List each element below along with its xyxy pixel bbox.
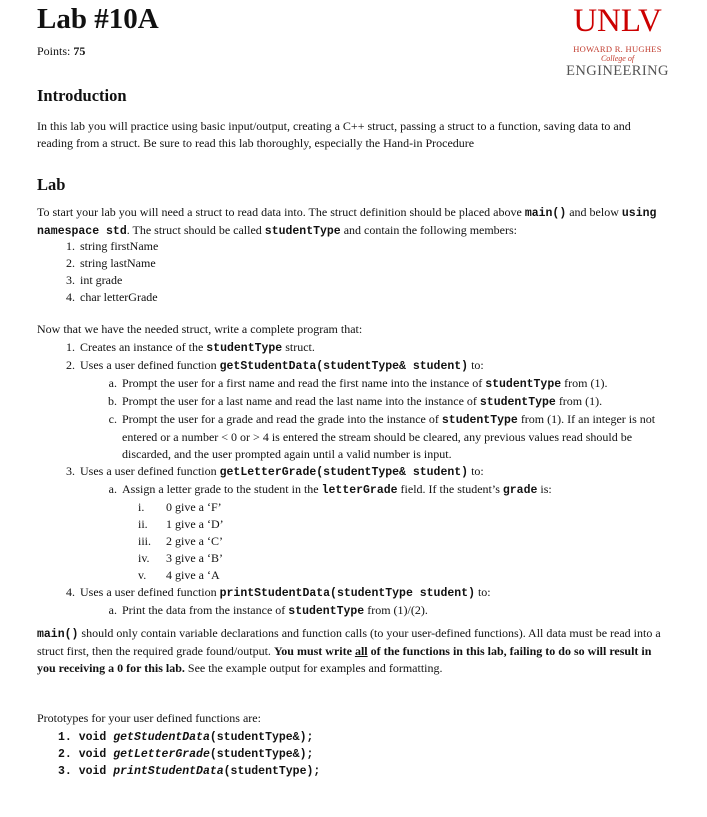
member-text: string lastName (80, 256, 156, 270)
text: Prompt the user for a grade and read the grade into the instance of (122, 412, 442, 426)
list-item (138, 499, 670, 516)
text: Prompt the user for a first name and read the first name into the instance of (122, 376, 486, 390)
list-number: i. (138, 500, 145, 514)
text: from (1). (555, 394, 603, 408)
text: and below (566, 205, 622, 219)
step-1 (66, 339, 670, 357)
list-number: 4. (66, 585, 75, 599)
text: from (1). (561, 376, 608, 390)
list-item (66, 272, 158, 289)
list-number: a. (108, 603, 117, 617)
function-name: printStudentData (113, 765, 224, 778)
list-number: 1. (66, 340, 75, 354)
text: . The struct should be called (126, 223, 265, 237)
list-item (66, 255, 158, 272)
code: printStudentData(studentType student) (219, 587, 475, 600)
step-4-subitems (80, 602, 670, 620)
list-item (108, 393, 670, 411)
text: from (1)/(2). (364, 603, 428, 617)
code: studentType (288, 605, 365, 618)
list-item (66, 289, 158, 306)
list-number: 3. (58, 765, 72, 778)
points-label: Points: (37, 44, 71, 58)
text: is: (537, 482, 552, 496)
prototypes-list (58, 729, 320, 780)
member-text: int grade (80, 273, 123, 287)
text: to: (468, 464, 484, 478)
program-intro: Now that we have the needed struct, write a complete program that: (37, 322, 363, 336)
code-main: main() (37, 628, 79, 641)
keyword: void (78, 748, 114, 761)
text: To start your lab you will need a struct to read data into. The struct definition should be placed above (37, 205, 525, 219)
code: letterGrade (321, 484, 398, 497)
logo-unlv: UNLV (573, 3, 662, 39)
step-3-subitems (80, 481, 670, 584)
list-item (138, 516, 670, 533)
function-args: (studentType&); (209, 731, 314, 744)
logo-school: HOWARD R. HUGHES (573, 44, 662, 54)
text: Uses a user defined function (80, 358, 220, 372)
prototype-item (58, 729, 320, 746)
list-number: 2. (66, 358, 75, 372)
step-2-subitems (80, 375, 670, 463)
function-name: getLetterGrade (113, 748, 210, 761)
introduction-text: In this lab you will practice using basic input/output, creating a C++ struct, passing a struct to a function, saving data to and reading from a struct. Be sure to read this lab thoroughly, especially the Hand-in Procedure (37, 119, 631, 150)
function-name: getStudentData (113, 731, 210, 744)
text: struct. (282, 340, 315, 354)
list-item (138, 567, 670, 584)
list-number: iii. (138, 534, 152, 548)
struct-members-list (66, 238, 159, 306)
grade-text: 4 give a ‘A (166, 568, 220, 582)
code: getStudentData(studentType& student) (219, 360, 469, 373)
text: Uses a user defined function (80, 585, 220, 599)
points-value: 75 (73, 44, 86, 58)
list-number: a. (108, 482, 117, 496)
list-number: 2. (58, 748, 72, 761)
function-args: (studentType&); (209, 748, 314, 761)
grade-mapping-list (122, 499, 670, 584)
list-number: 1. (66, 239, 75, 253)
emphasis-all: all (354, 644, 368, 658)
logo-college: College of (600, 54, 635, 63)
list-item (138, 550, 670, 567)
logo-dept: ENGINEERING (566, 63, 669, 79)
code-type: studentType (264, 225, 341, 238)
unlv-logo (560, 4, 675, 79)
code: studentType (479, 396, 556, 409)
text: to: (474, 585, 491, 599)
list-number: iv. (138, 551, 150, 565)
list-item (108, 411, 670, 463)
member-text: char letterGrade (80, 290, 158, 304)
code: studentType (485, 378, 562, 391)
text: should only contain variable declarations and function calls (to your user-defined functions). All data must be read into a struct first, then the required grade found/output. (37, 626, 661, 658)
grade-text: 3 give a ‘B’ (166, 551, 223, 565)
code: studentType (206, 342, 283, 355)
text: Print the data from the instance of (122, 603, 289, 617)
step-2 (66, 357, 670, 463)
list-number: 4. (66, 290, 75, 304)
member-text: string firstName (80, 239, 159, 253)
list-item (108, 481, 670, 584)
step-4 (66, 584, 670, 620)
program-steps-list (66, 339, 670, 620)
text: to: (468, 358, 484, 372)
list-number: 2. (66, 256, 75, 270)
code-main: main() (524, 207, 567, 220)
page-title: Lab #10A (37, 3, 159, 35)
prototypes-heading: Prototypes for your user defined functions are: (37, 711, 261, 725)
text: Creates an instance of the (80, 340, 207, 354)
step-3 (66, 463, 670, 584)
list-number: 3. (66, 273, 75, 287)
text: You must write (273, 644, 355, 658)
grade-text: 1 give a ‘D’ (166, 517, 224, 531)
introduction-heading: Introduction (37, 86, 127, 105)
list-item (108, 602, 670, 620)
text: field. If the student’s (397, 482, 503, 496)
keyword: void (78, 765, 114, 778)
code-using: using namespace std (37, 207, 657, 238)
list-number: 3. (66, 464, 75, 478)
list-item (138, 533, 670, 550)
list-number: v. (138, 568, 147, 582)
prototype-item (58, 763, 320, 780)
text: of the functions in this lab, failing to do so will result in you receiving a 0 for this lab. (37, 644, 652, 675)
text: from (1). If an integer is not entered or a number < 0 or > 4 is entered the stream should be cleared, any previous values read should be discarded, and the user prompted again until a valid number is input. (122, 412, 656, 461)
points-line (37, 44, 85, 59)
lab-heading: Lab (37, 175, 66, 194)
list-number: ii. (138, 517, 148, 531)
text: See the example output for examples and formatting. (184, 661, 443, 675)
keyword: void (78, 731, 114, 744)
list-item (108, 375, 670, 393)
grade-text: 0 give a ‘F’ (166, 500, 222, 514)
text: Uses a user defined function (80, 464, 220, 478)
list-number: 1. (58, 731, 72, 744)
code: grade (502, 484, 538, 497)
code: studentType (441, 414, 518, 427)
list-number: c. (108, 412, 117, 426)
main-requirements-note (37, 625, 667, 677)
lab-intro-paragraph (37, 204, 667, 240)
text: Prompt the user for a last name and read the last name into the instance of (122, 394, 480, 408)
grade-text: 2 give a ‘C’ (166, 534, 223, 548)
code: getLetterGrade(studentType& student) (219, 466, 469, 479)
prototype-item (58, 746, 320, 763)
text: Assign a letter grade to the student in the (122, 482, 322, 496)
list-number: a. (108, 376, 117, 390)
list-item (66, 238, 159, 255)
function-args: (studentType); (223, 765, 321, 778)
list-number: b. (108, 394, 117, 408)
text: and contain the following members: (340, 223, 518, 237)
